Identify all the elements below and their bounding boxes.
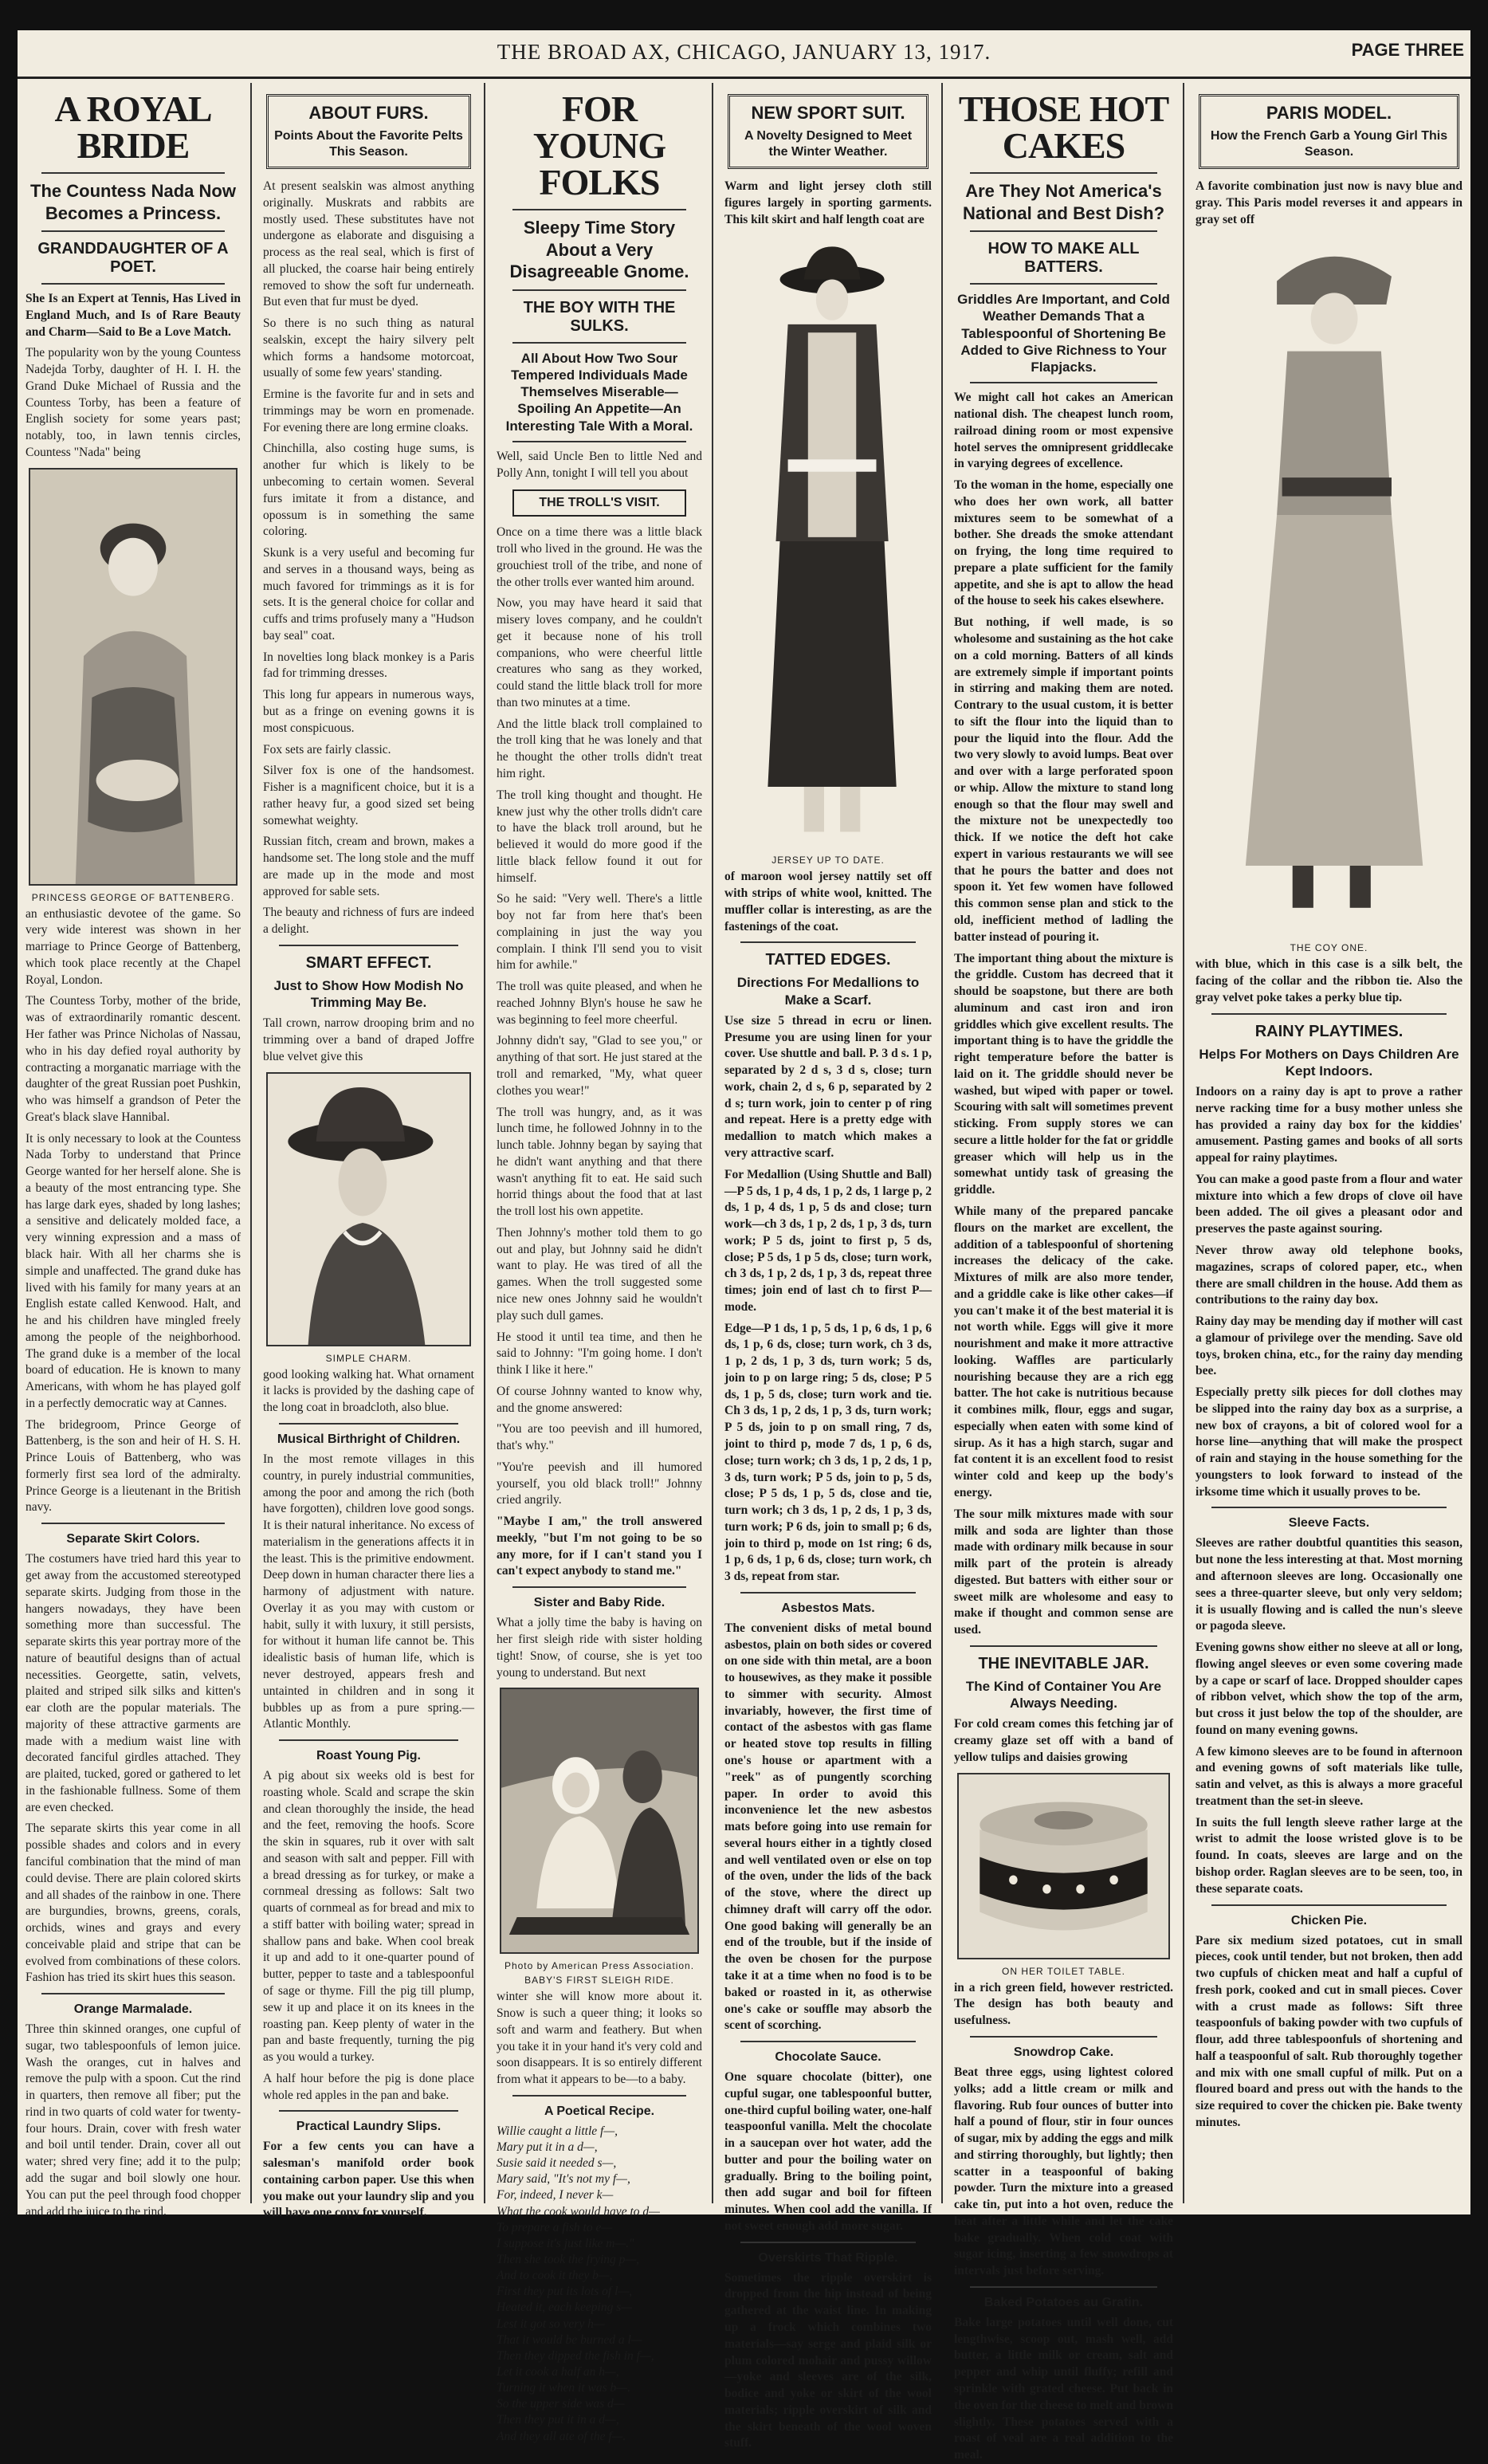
hot-cakes-paragraph: To the woman in the home, especially one who does her own work, all batter mixtures seem to be somewhat of a bother. She dreads the smoke attendant on frying, the long time required to prepare a plate sufficient for the family appetite, and she is apt to allow the head of the house to seek his cakes elsewhere.	[954, 478, 1173, 608]
royal-bride-paragraph: The Countess Torby, mother of the bride, was of extraordinarily romantic descent. Her father was Prince Nicholas of Nassau, who in his day defied royal authority by contracting a morganatic marriage with the daughter of the great Russian poet Pushkin, who was himself a grandson of Peter the Great's black slave Hannibal.	[26, 994, 241, 1124]
princess-portrait-caption: PRINCESS GEORGE OF BATTENBERG.	[31, 891, 235, 903]
overskirts-heading: Overskirts That Ripple.	[758, 2250, 898, 2265]
paris-model-caption: THE COY ONE.	[1290, 942, 1368, 954]
young-folks-paragraph: He stood it until tea time, and then he said to Johnny: "I'm going home. I don't think I like it here."	[497, 1330, 702, 1377]
furs-paragraph: So there is no such thing as natural sealskin, except the hairy silvery pelt which forms a handsome motorcoat, usually of some few years' standing.	[263, 316, 474, 380]
furs-paragraph: Ermine is the favorite fur and in sets and trimmings may be worn en promenade. For evening there are long ermine cloaks.	[263, 387, 474, 434]
sport-suit-headline-box	[728, 94, 929, 169]
poem-lines	[497, 2124, 702, 2445]
snowdrop-heading: Snowdrop Cake.	[1013, 2045, 1114, 2059]
divider	[279, 945, 458, 946]
poem-line: That it would be burned a l—	[497, 2332, 642, 2347]
jersey-suit-caption: JERSEY UP TO DATE.	[771, 855, 885, 867]
poem-line: Susie said it needed s—,	[497, 2156, 617, 2171]
tatted-paragraph: Edge—P 1 ds, 1 p, 5 ds, 1 p, 6 ds, 1 p, 6 ds, 1 p, 6 ds, close; turn work, ch 3 ds, 1 p, 2 ds, 1 p, 3 ds, turn work; 5 ds, join to p on large ring; 5 ds, close; P 5 ds, 1 p, 5 ds, close; turn work and tie. Ch 3 ds, 1 p, 2 ds, 1 p, 3 ds, turn work; P 5 ds, join to p on small ring, 7 ds, joint to third p, mode 7 ds, 1 p, 6 ds, close; turn work; ch 3 ds, 1 p, 2 ds, 1 p, 3 ds, turn work; P 5 ds, join to p, 5 ds, close; P 5 ds, 1 p, 5 ds, close and tie, turn work; ch 3 ds, 1 p, 2 ds, 1 p, 3 ds, turn work; P 6 ds, join to small p; 6 ds, join to third p, mode on 1st ring; 6 ds, 1 p, 6 ds, 1 p, 6 ds, close; turn work, ch 3 ds, repeat from star.	[724, 1321, 932, 1584]
musical-heading: Musical Birthright of Children.	[277, 1432, 461, 1447]
jar-paragraph: in a rich green field, however restricted. The design has both beauty and usefulness.	[954, 1980, 1173, 2028]
poem-line: Heated it, each keeping s—	[497, 2301, 633, 2315]
poem-line: So the upper side was d—	[497, 2397, 625, 2411]
furs-headline: ABOUT FURS.	[308, 103, 429, 123]
page-number: PAGE THREE	[1351, 40, 1464, 60]
hat-portrait-image	[266, 1072, 471, 1346]
column-4	[717, 83, 940, 2450]
jar-caption: ON HER TOILET TABLE.	[1002, 1965, 1125, 1977]
skirt-colors-heading: Separate Skirt Colors.	[66, 1532, 200, 1546]
sleigh-heading: Sister and Baby Ride.	[533, 1596, 665, 1610]
divider	[41, 1523, 225, 1524]
musical-paragraph: In the most remote villages in this country, in purely industrial communities, among the poor and among the rich (both have forgotten), children love good songs. It is their natural inheritance. No excess of materialism in the generations affects it in the least. This is the primitive endowment. Deep down in human character there lies a harmony of adjustment with nature. Overlay it as you may with custom or habit, sully it with luxury, it still persists, for without it human life cannot be. This idealistic basis of human life, which is never destroyed, appears fresh and untainted in children and in song it bubbles up as from a pure spring.—Atlantic Monthly.	[263, 1452, 474, 1731]
poem-line: Mary put it in a d—,	[497, 2140, 598, 2155]
jersey-suit-image	[728, 234, 929, 848]
smart-effect-paragraph: Tall crown, narrow drooping brim and no trimming over a band of draped Joffre blue velvet give this	[263, 1016, 474, 1063]
potatoes-heading: Baked Potatoes au Gratin.	[983, 2295, 1144, 2309]
hot-cakes-paragraph: While many of the prepared pancake flours on the market are excellent, the addition of a tablespoonful of shortening increases the delicacy of the cake. Mixtures of milk are also more tender, and a griddle cake is like other cakes—if you can't make it of the best material it is not worth while. Eggs will give it more nourishment and make it more attractive looking. Waffles are particularly nourishing because they are a rich egg batter. The hot cake is nutritious because it combines milk, flour, eggs and sugar, especially when eaten with some kind of sirup. As it has a high starch, sugar and fat content it is an excellent food to resist winter cold and keep up the body's energy.	[954, 1204, 1173, 1500]
young-folks-paragraph: Of course Johnny wanted to know why, and the gnome answered:	[497, 1384, 702, 1415]
poem-line: Then they dipped the fish in f—,	[497, 2348, 654, 2363]
divider	[279, 1423, 458, 1425]
jar-heading: THE INEVITABLE JAR.	[978, 1654, 1149, 1672]
divider	[41, 230, 225, 232]
snowdrop-paragraph: Beat three eggs, using lightest colored yolks; add a little cream or milk and flavoring. Rub four ounces of butter into half a pound of flour, stir in four ounces of sugar, mix by adding the eggs and milk and stirring thoroughly, but lightly; then scatter in a teaspoonful of baking powder. Turn the mixture into a greased cake tin, put into a hot oven, reduce the heat after a little while and let the cake bake gradually. When cold coat with sugar icing, inserting a few snowdrops at intervals just before serving.	[954, 2065, 1173, 2278]
poem-heading: A Poetical Recipe.	[544, 2104, 655, 2118]
hot-cakes-paragraph: The sour milk mixtures made with sour milk and soda are lighter than those made with ordinary milk because in sour milk part of the protein is already digested. But batters with either sour or sweet milk are wholesome and easy to make if thought and common sense are used.	[954, 1507, 1173, 1637]
divider	[970, 1645, 1157, 1647]
divider	[1211, 1904, 1447, 1906]
marmalade-heading: Orange Marmalade.	[73, 2002, 193, 2017]
laundry-heading: Practical Laundry Slips.	[296, 2120, 442, 2134]
sleigh-photo-credit: Photo by American Press Association.	[504, 1960, 695, 1972]
divider	[512, 289, 686, 291]
tatted-deck: Directions For Medallions to Make a Scarf.	[736, 975, 920, 1008]
rainy-paragraph: You can make a good paste from a flour and water mixture into which a few drops of clove oil have been added. The oil gives a pleasant odor and preserves the paste against souring.	[1196, 1172, 1462, 1236]
young-folks-paragraph: Now, you may have heard it said that misery loves company, and he couldn't get it because none of his troll companions, who were cheerful little creatures who sang as they worked, could stand the little black troll for more than two minutes at a time.	[497, 596, 702, 709]
skirt-colors-paragraph: The separate skirts this year come in all possible shades and colors and in every fanciful combination that the mind of man could devise. There are plain colored skirts and all shades of the rainbow in one. There are burgundies, browns, greens, corals, orchids, wines and grays and every conceivable plaid and stripe that can be evolved from combinations of these colors. Fashion has tried its skirt hues this season.	[26, 1821, 241, 1985]
divider	[970, 230, 1157, 232]
royal-bride-paragraph: The popularity won by the young Countess Nadejda Torby, daughter of H. I. H. the Grand Duke Michael of Russia and the Countess Torby, has been a feature of English society for some years past; notably, too, in lawn tennis circles, Countess "Nada" being	[26, 346, 241, 459]
divider	[740, 941, 916, 943]
young-folks-paragraph: The troll was quite pleased, and when he reached Johnny Blyn's house he saw he was beginning to feel more cheerful.	[497, 980, 702, 1027]
divider	[279, 1739, 458, 1741]
marmalade-paragraph: Three thin skinned oranges, one cupful of sugar, two tablespoonfuls of lemon juice. Wash the oranges, cut in halves and remove the pulp with a spoon. Cut the rind in quarters, then remove all fiber; put the rind in two quarts of cold water for twenty-four hours. Drain, cover with fresh water and boil until tender. Drain, cover all out water; shred very fine; add it to the pulp; add the sugar and boil slowly one hour. You can put the peel through food chopper and add the juice to the rind.	[26, 2022, 241, 2218]
poem-line: Then they put it in a d—,	[497, 2413, 619, 2427]
chicken-pie-paragraph: Pare six medium sized potatoes, cut in small pieces, cook until tender, but not broken, then add two cupfuls of chicken meat and half a cupful of fresh pork, cooked and cut in small pieces. Cover with a crust made as follows: Sift three teaspoonfuls of baking powder with two cupfuls of flour, add three tablespoonfuls of shortening and half a teaspoonful of salt. Rub thoroughly together and mix with one small cupful of milk. Put on a floured board and press out with the hands to the size required to cover the chicken pie. Bake twenty minutes.	[1196, 1933, 1462, 2129]
rainy-paragraph: Rainy day may be mending day if mother will cast a glamour of privilege over the mending. Save old toys, broken china, etc., for the rainy day mending bee.	[1196, 1315, 1462, 1378]
royal-bride-paragraph: It is only necessary to look at the Countess Nada Torby to understand that Prince George wanted for her herself alone. She is a beauty of the most entrancing type. She has large dark eyes, shaded by long lashes; a sensitive and delicately molded face, a very winning expression and a mass of black hair. With all her charms she is simple and unaffected. The grand duke has lived with his family for many years at an English estate called Kenwood. Halt, and he and his children have mingled freely among the people of the neighborhood. The grand duke is a member of the local board of education. He is known to many Americans, with whom he has played golf in a perfectly democratic way at Cannes.	[26, 1131, 241, 1410]
hot-cakes-paragraph: We might call hot cakes an American national dish. The cheapest lunch room, railroad dining room or most expensive hotel serves the omnipresent griddlecake in varying degrees of excellence.	[954, 391, 1173, 471]
hot-cakes-subhead: HOW TO MAKE ALL BATTERS.	[987, 240, 1140, 276]
column-2	[255, 83, 482, 2220]
paris-model-image	[1199, 234, 1459, 936]
furs-paragraph: At present sealskin was almost anything originally. Muskrats and rabbits are mostly used. These substitutes have not undergone as elaborate and disguising a process as the real seal, which is first of all plucked, the coarse hair being entirely removed to show the soft fur underneath. But even that fur must be dyed.	[263, 179, 474, 309]
poem-line: Then she took the frying p—,	[497, 2253, 640, 2266]
jar-deck: The Kind of Container You Are Always Needing.	[965, 1678, 1162, 1711]
sleigh-paragraph: What a jolly time the baby is having on her first sleigh ride with sister holding tight! Snow, of course, she is yet too young to understand. But next	[497, 1616, 702, 1680]
sport-suit-headline: NEW SPORT SUIT.	[751, 103, 905, 123]
column-1	[18, 83, 249, 2218]
young-folks-paragraph: "Maybe I am," the troll answered meekly, "but I'm not going to be so any more, for if I can't stand you I can't expect anybody to stand me."	[497, 1515, 702, 1578]
smart-effect-paragraph: good looking walking hat. What ornament it lacks is provided by the dashing cape of the long coat in broadcloth, also blue.	[263, 1367, 474, 1415]
sport-suit-paragraph: of maroon wool jersey nattily set off with strips of white wool, knitted. The muffler collar is interesting, as are the fastenings of the coat.	[724, 870, 932, 933]
young-folks-paragraph: "You are too peevish and ill humored, that's why."	[497, 1422, 702, 1453]
sleeve-paragraph: Evening gowns show either no sleeve at all or long, flowing angel sleeves or even some covering made by a cape or scarf of lace. Dropped shoulder capes of ribbon velvet, which show the top of the arm, but cross it just below the top of the shoulder, are found on many evening gowns.	[1196, 1641, 1462, 1737]
column-rule	[941, 83, 943, 2203]
royal-bride-paragraph: an enthusiastic devotee of the game. So very wide interest was shown in her marriage to Prince George of Battenberg, which took place recently at the Chapel Royal, London.	[26, 906, 241, 987]
divider	[970, 172, 1157, 174]
sleigh-ride-image	[500, 1688, 699, 1954]
divider	[512, 2095, 686, 2097]
poem-line: Willie caught a little f—,	[497, 2124, 618, 2138]
column-rule	[712, 83, 713, 2203]
furs-paragraph: This long fur appears in numerous ways, but as a fringe on evening gowns it is most conspicuous.	[263, 688, 474, 735]
royal-bride-subhead: GRANDDAUGHTER OF A POET.	[37, 240, 229, 276]
poem-line: Mary said, "It's not my f—,	[497, 2172, 630, 2187]
furs-paragraph: Silver fox is one of the handsomest. Fisher is a magnificent choice, but it is a rather heavy fur, a good sized set being somewhat weighty.	[263, 764, 474, 827]
sleeve-heading: Sleeve Facts.	[1288, 1516, 1370, 1531]
divider	[41, 172, 225, 174]
poem-line: First they put its lots of l—,	[497, 2285, 633, 2299]
hot-cakes-headline: THOSE HOT CAKES	[958, 88, 1169, 166]
young-folks-summary: All About How Two Sour Tempered Individuals Made Themselves Miserable—Spoiling An Appetite—An Interesting Tale With a Moral.	[505, 350, 693, 434]
chocolate-heading: Chocolate Sauce.	[775, 2050, 881, 2065]
sleeve-paragraph: Sleeves are rather doubtful quantities this season, but none the less interesting at that. Most morning and afternoon sleeves are long. Occasionally one sees a three-quarter sleeve, but only very seldom; it is usually flowing and is called the nun's sleeve or pagoda sleeve.	[1196, 1536, 1462, 1633]
column-6	[1188, 83, 1470, 2203]
chicken-pie-heading: Chicken Pie.	[1290, 1913, 1368, 1928]
asbestos-heading: Asbestos Mats.	[781, 1601, 875, 1615]
trolls-visit-box: THE TROLL'S VISIT.	[512, 489, 686, 517]
young-folks-deck: Sleepy Time Story About a Very Disagreeable Gnome.	[509, 218, 689, 281]
divider	[740, 1592, 916, 1594]
furs-paragraph: Fox sets are fairly classic.	[263, 742, 391, 756]
divider	[279, 2110, 458, 2112]
divider	[512, 441, 686, 442]
divider	[1211, 1507, 1447, 1508]
furs-paragraph: Skunk is a very useful and becoming fur and serves in a thousand ways, being as much favored for trimmings as it is for sets. It is the general choice for collar and cuffs and trims profusely many a "Hudson bay seal" coat.	[263, 546, 474, 643]
divider	[970, 283, 1157, 285]
poem-line: Lest it got so very h—	[497, 2317, 605, 2331]
young-folks-paragraph: Johnny didn't say, "Glad to see you," or anything of that sort. He just stared at the troll and remarked, "My, what queer clothes you wear!"	[497, 1034, 702, 1098]
sport-suit-deck: A Novelty Designed to Meet the Winter Weather.	[744, 129, 913, 159]
hot-cakes-paragraph: But nothing, if well made, is so wholesome and sustaining as the hot cake on a cold morning. Batters of all kinds are extremely simple if important points in stirring and making them are noted. Contrary to the usual custom, it is better to sift the flour into the liquid than to pour the liquid into the flour. Add the two very slowly to avoid lumps. Beat over and over with a large perforated spoon or whip. Allow the mixture to stand long enough so that the flour may swell and the mixture not be unexpectedly too thick. If we notice the deft hot cake expert in various restaurants we will see that he pours the batter and does not spoon it. Yet few women have followed this common sense plan and stick to the old, inefficient method of ladling the batter instead of pouring it.	[954, 615, 1173, 944]
young-folks-paragraph: Once on a time there was a little black troll who lived in the ground. He was the grouchiest troll of the tribe, and none of the other trolls ever wanted him around.	[497, 525, 702, 589]
young-folks-paragraph: The troll was hungry, and, as it was lunch time, he followed Johnny in to the lunch table. Johnny began by saying that he didn't want anything and that there wasn't anything fit to eat. He said such horrid things about the food that at last the troll lost his own appetite.	[497, 1105, 702, 1219]
divider	[740, 2242, 916, 2243]
divider	[512, 209, 686, 210]
princess-portrait-image	[29, 468, 238, 886]
poem-line: What the cook would have to d—	[497, 2204, 660, 2218]
furs-headline-box	[266, 94, 471, 169]
divider	[970, 2036, 1157, 2038]
paris-model-headline-box	[1199, 94, 1459, 169]
royal-bride-deck: The Countess Nada Now Becomes a Princess.	[30, 181, 236, 223]
poem-line: And to cook it they b—,	[497, 2269, 613, 2283]
divider	[41, 1993, 225, 1994]
sleeve-paragraph: A few kimono sleeves are to be found in afternoon and evening gowns of soft materials like tulle, satin and velvet, as this is always a more graceful treatment than the set-in sleeve.	[1196, 1744, 1462, 1808]
tatted-heading: TATTED EDGES.	[765, 951, 891, 969]
paris-model-paragraph: with blue, which in this case is a silk belt, the facing of the collar and the ribbon tie. Also the gray velvet poke takes a perky blue tip.	[1196, 957, 1462, 1004]
rainy-paragraph: Especially pretty silk pieces for doll clothes may be slipped into the rainy day box as a surprise, a new box of crayons, a bit of colored wool for a horse line—anything that will make the prospect of rain and staying in the house something for the youngsters to look forward to instead of the irksome time which it usually proves to be.	[1196, 1385, 1462, 1499]
column-5	[946, 83, 1181, 2462]
rainy-paragraph: Indoors on a rainy day is apt to prove a rather nerve racking time for a busy mother unless she has provided a rainy day box for the kiddies' amusement. Pasting games and books of all sorts appeal for rainy playtimes.	[1196, 1085, 1462, 1165]
sleigh-paragraph: winter she will know more about it. Snow is such a queer thing; it looks so soft and warm and feathery. But when you take it in your hand it's very cold and soon disappears. It is so entirely different from what it appears to be—to a baby.	[497, 1990, 702, 2087]
divider	[970, 382, 1157, 383]
hot-cakes-paragraph: The important thing about the mixture is the griddle. Custom has decreed that it should be soapstone, but there are both aluminum and cast iron and iron griddles which give excellent results. The important thing is to have the griddle the right temperature before the batter is laid on it. The griddle should never be washed, but wiped with paper or towel. Scouring with salt will sometimes prevent sticking. From supply stores we can secure a little holder for the fat or griddle greaser which will help us in the somewhat untidy task of greasing the griddle.	[954, 951, 1173, 1197]
column-3	[489, 83, 710, 2443]
chocolate-paragraph: One square chocolate (bitter), one cupful sugar, one tablespoonful butter, one-third cupful boiling water, one-half teaspoonful vanilla. Melt the chocolate in a saucepan over hot water, add the butter and pour the boiling water on gradually. Bring to the boiling point, then add sugar and boil for fifteen minutes. When cool add the vanilla. If not sweet enough add more sugar.	[724, 2070, 932, 2233]
laundry-paragraph: For a few cents you can have a salesman's manifold order book containing carbon paper. Use this when you make out your laundry slip and you will have one copy for yourself.	[263, 2140, 474, 2220]
skirt-colors-paragraph: The costumers have tried hard this year to get away from the accustomed stereotyped separate skirts. Judging from those in the hangers nowadays, they have been something more than successful. The separate skirts this year portray more of the nature of beautiful designs than of actual necessities. Georgette, satin, velvets, plaited and striped silk silks and kitten's ear cloth are the popular materials. The majority of these attractive garments are made with a medium waist line with decorated fanciful girdles attached. They are plaited, tucked, gored or gathered to let in the fashionable fullness. Some of them are even checked.	[26, 1552, 241, 1814]
sleeve-paragraph: In suits the full length sleeve rather large at the wrist to admit the loose wristed glove is to be found. In coats, sleeves are large and on the bishop order. Raglan sleeves are to be seen, too, in these separate coats.	[1196, 1815, 1462, 1896]
paris-model-deck: How the French Garb a Young Girl This Season.	[1210, 129, 1448, 159]
royal-bride-summary: She Is an Expert at Tennis, Has Lived in England Much, and Is of Rare Beauty and Charm—Said to Be a Love Match.	[26, 292, 241, 339]
poem-line: For, indeed, I never k—	[497, 2188, 614, 2203]
sleigh-photo-caption: BABY'S FIRST SLEIGH RIDE.	[524, 1975, 674, 1987]
hat-portrait-caption: SIMPLE CHARM.	[325, 1352, 412, 1364]
divider	[970, 2286, 1157, 2288]
divider	[512, 342, 686, 344]
column-rule	[484, 83, 485, 2203]
furs-paragraph: In novelties long black monkey is a Paris fad for trimming dresses.	[263, 650, 474, 681]
pig-paragraph: A half hour before the pig is done place whole red apples in the pan and bake.	[263, 2071, 474, 2102]
poem-line: Turning it when it was b—.	[497, 2381, 630, 2395]
asbestos-paragraph: The convenient disks of metal bound asbestos, plain on both sides or covered on one side with thin metal, are a boon to housewives, as they make it possible to simmer with security. Almost invariably, however, the first time of contact of the asbestos with gas flame or heated stove top results in filling one's house or apartment with a "reek" as of pungently scorching paper. In order to avoid this inconvenience let the new asbestos mats before going into use remain for several hours either in a tightly closed and well ventilated oven or else on top of the oven, under the lids of the back of the stove, where the direct up chimney draft will carry off the odor. One good baking will generally be an end of the trouble, but if the inside of the oven be chosen for the purpose take it at a time when no food is to be baked or roasted in it, as otherwise one's cake or souffle may absorb the scent of scorching.	[724, 1621, 932, 2033]
column-rule	[250, 83, 252, 2203]
pig-heading: Roast Young Pig.	[316, 1749, 421, 1763]
furs-paragraph: Russian fitch, cream and brown, makes a handsome set. The long stole and the muff are made up in the mode and most approved for sable sets.	[263, 835, 474, 898]
royal-bride-headline: A ROYAL BRIDE	[54, 88, 212, 166]
potatoes-paragraph: Bake large potatoes until well done, cut lengthwise, scoop out, mash well, add butter, a little milk or cream, salt and pepper and whip until fluffy; refill and sprinkle with grated cheese. Put back in the oven for the cheese to melt and brown slightly. These potatoes served with a roast of veal are a real addition to the meal.	[954, 2315, 1173, 2462]
poem-line: I suppose it's just like m—."	[497, 2236, 634, 2250]
young-folks-paragraph: So he said: "Very well. There's a little boy not far from here that's been complaining in just the way you complain. I think I'll send you to visit him for awhile."	[497, 892, 702, 973]
rainy-deck: Helps For Mothers on Days Children Are Kept Indoors.	[1199, 1046, 1459, 1079]
young-folks-paragraph: "You're peevish and ill humored yourself, you old black troll!" Johnny cried angrily.	[497, 1460, 702, 1507]
smart-effect-heading: SMART EFFECT.	[305, 953, 432, 972]
young-folks-paragraph: And the little black troll complained to the troll king that he was lonely and that he thought the other trolls didn't treat him right.	[497, 717, 702, 780]
sport-suit-paragraph: Warm and light jersey cloth still figures largely in sporting garments. This kilt skirt and half length coat are	[724, 179, 932, 226]
tatted-paragraph: For Medallion (Using Shuttle and Ball)—P 5 ds, 1 p, 4 ds, 1 p, 2 ds, 1 large p, 2 ds, 1 p, 4 ds, 1 p, 5 ds and close; turn work—ch 3 ds, 1 p, 2 ds, 1 p, 3 ds, turn work; P 5 ds, joint to first p, 5 ds, close; P 5 ds, 1 p 5 ds, close; turn work, ch 3 ds, 1 p, 2 ds, 1 p, 3 ds, repeat three times; join end of last ch to first P—mode.	[724, 1167, 932, 1314]
poem-line: Let it cook a half an h—,	[497, 2364, 619, 2379]
cold-cream-jar-image	[957, 1773, 1170, 1959]
young-folks-paragraph: The troll king thought and thought. He knew just why the other trolls didn't care to have the black troll around, but he believed it would do more good if the little black fellow found it out for himself.	[497, 788, 702, 885]
poem-line: And they all ate of the f—.	[497, 2429, 626, 2443]
hot-cakes-deck: Are They Not America's National and Best Dish?	[962, 181, 1165, 223]
masthead	[18, 30, 1470, 79]
young-folks-paragraph: Then Johnny's mother told them to go out and play, but Johnny said he didn't want to play. He was tired of all the games. When the troll suggested some nice new ones Johnny said he wouldn't play such dull games.	[497, 1225, 702, 1322]
furs-paragraph: The beauty and richness of furs are indeed a delight.	[263, 906, 474, 937]
poem-line: To prepare a fish to e—	[497, 2220, 613, 2234]
rainy-paragraph: Never throw away old telephone books, magazines, scraps of colored paper, etc., when there are small children in the house. Add them as contributions to the rainy day box.	[1196, 1243, 1462, 1307]
young-folks-headline: FOR YOUNG FOLKS	[532, 88, 666, 202]
column-rule	[1183, 83, 1184, 2203]
jar-paragraph: For cold cream comes this fetching jar of creamy glaze set off with a band of yellow tulips and daisies growing	[954, 1717, 1173, 1764]
furs-paragraph: Chinchilla, also costing huge sums, is another fur which is likely to be unbecoming to certain women. Several furs imitate it from a distance, and opossum is in something the same coloring.	[263, 442, 474, 539]
overskirts-paragraph: Sometimes the ripple overskirt is dropped from the hip instead of being gathered at the waist line. In making up a frock which combines two materials—say serge and plaid silk or plum colored mohair and pussy willow—yoke and sleeves are of the silk, bodice and yoke or skirt of the wool materials; ripple overskirt of silk and the skirt beneath of the wool woven stuff.	[724, 2270, 932, 2450]
rainy-heading: RAINY PLAYTIMES.	[1254, 1022, 1404, 1040]
divider	[1211, 1013, 1447, 1015]
paris-model-paragraph: A favorite combination just now is navy blue and gray. This Paris model reverses it and appears in gray set off	[1196, 179, 1462, 226]
newspaper-page	[18, 30, 1470, 2462]
furs-deck: Points About the Favorite Pelts This Season.	[274, 129, 463, 159]
young-folks-paragraph: Well, said Uncle Ben to little Ned and Polly Ann, tonight I will tell you about	[497, 449, 702, 480]
young-folks-subhead: THE BOY WITH THE SULKS.	[523, 298, 676, 335]
hot-cakes-summary: Griddles Are Important, and Cold Weather Demands That a Tablespoonful of Shortening Be Added to Give Richness to Your Flapjacks.	[957, 292, 1170, 375]
divider	[512, 1586, 686, 1588]
royal-bride-paragraph: The bridegroom, Prince George of Battenberg, is the son and heir of H. S. H. Prince Louis of Battenberg, who was formerly first sea lord of the admiralty. Prince George is a lieutenant in the British navy.	[26, 1417, 241, 1515]
tatted-paragraph: Use size 5 thread in ecru or linen. Presume you are using linen for your cover. Use shuttle and ball. P. 3 d s. 1 p, separated by 2 d s, 3 d s, close; turn work, chain 2, d s, 6 p, separated by 2 d s; turn work, join to center p of ring and repeat. Here is a pretty edge with medallion to match which makes a very attractive scarf.	[724, 1013, 932, 1160]
paris-model-headline: PARIS MODEL.	[1266, 103, 1392, 123]
divider	[740, 2041, 916, 2042]
pig-paragraph: A pig about six weeks old is best for roasting whole. Scald and scrape the skin and clean thoroughly the inside, the head and the feet, removing the hoofs. Score the skin in squares, rub it over with salt and season with salt and pepper. Fill with a bread dressing as for turkey, or make a cornmeal dressing as follows: Salt two quarts of cornmeal as for bread and mix to a stiff batter with boiling water; spread in shallow pans and bake. When cool break it up and add to it one-quarter pound of butter, pepper to taste and a tablespoonful of sage or thyme. Fill the pig till plump, sew it up and place it on its knees in the roasting pan. Keep plenty of water in the pan and baste frequently, turning the pig as you would a turkey.	[263, 1769, 474, 2065]
smart-effect-deck: Just to Show How Modish No Trimming May Be.	[273, 977, 464, 1011]
divider	[41, 283, 225, 285]
dateline: THE BROAD AX, CHICAGO, JANUARY 13, 1917.	[497, 40, 991, 64]
